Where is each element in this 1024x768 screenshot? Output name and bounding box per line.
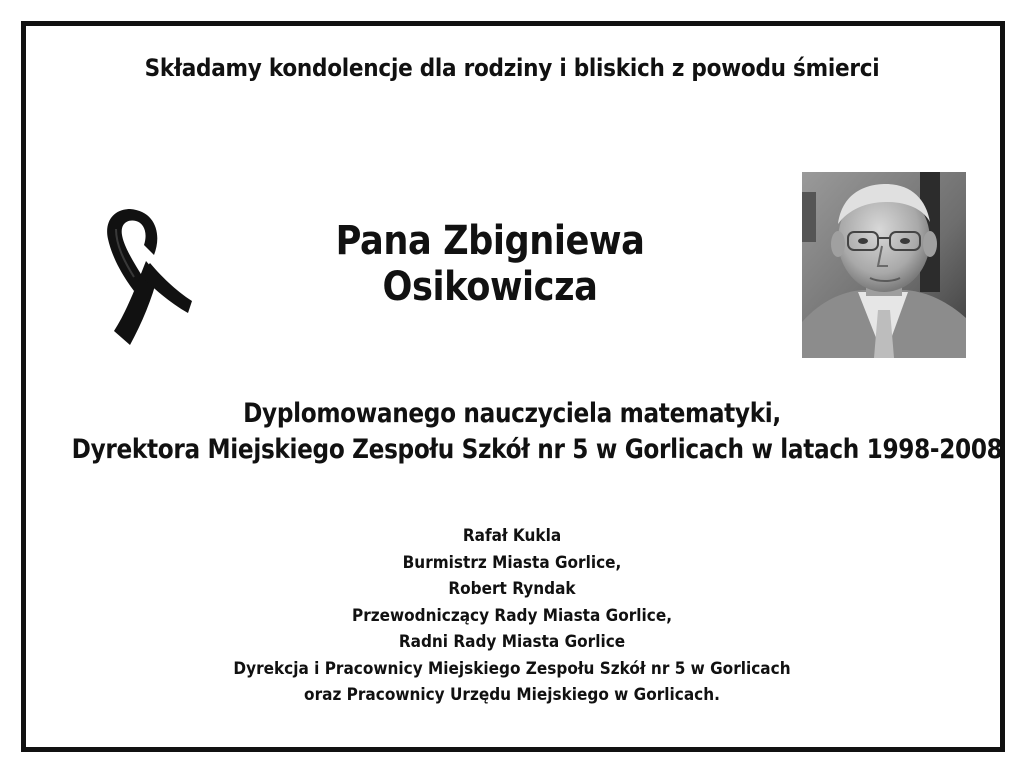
mourning-ribbon-icon xyxy=(100,205,196,347)
signature-line: Przewodniczący Rady Miasta Gorlice, xyxy=(351,605,673,626)
portrait-photo xyxy=(802,172,966,358)
signature-line: Burmistrz Miasta Gorlice, xyxy=(402,552,622,573)
signature-line: Robert Ryndak xyxy=(448,579,576,599)
signature-line: Rafał Kukla xyxy=(462,526,562,546)
signatures xyxy=(51,523,973,709)
role-line-title: Dyplomowanego nauczyciela matematyki, xyxy=(243,398,781,429)
signature-line: oraz Pracownicy Urzędu Miejskiego w Gorlicach. xyxy=(304,685,720,705)
role-line-director: Dyrektora Miejskiego Zespołu Szkół nr 5 w Gorlicach w latach 1998-2008 xyxy=(71,434,1003,465)
signature-line: Radni Rady Miasta Gorlice xyxy=(398,632,626,652)
deceased-role xyxy=(71,396,1003,468)
condolence-intro: Składamy kondolencje dla rodziny i bliskich z powodu śmierci xyxy=(144,54,880,82)
deceased-name: Pana Zbigniewa Osikowicza xyxy=(335,218,645,310)
signature-line: Dyrekcja i Pracownicy Miejskiego Zespołu Szkół nr 5 w Gorlicach xyxy=(233,658,791,679)
